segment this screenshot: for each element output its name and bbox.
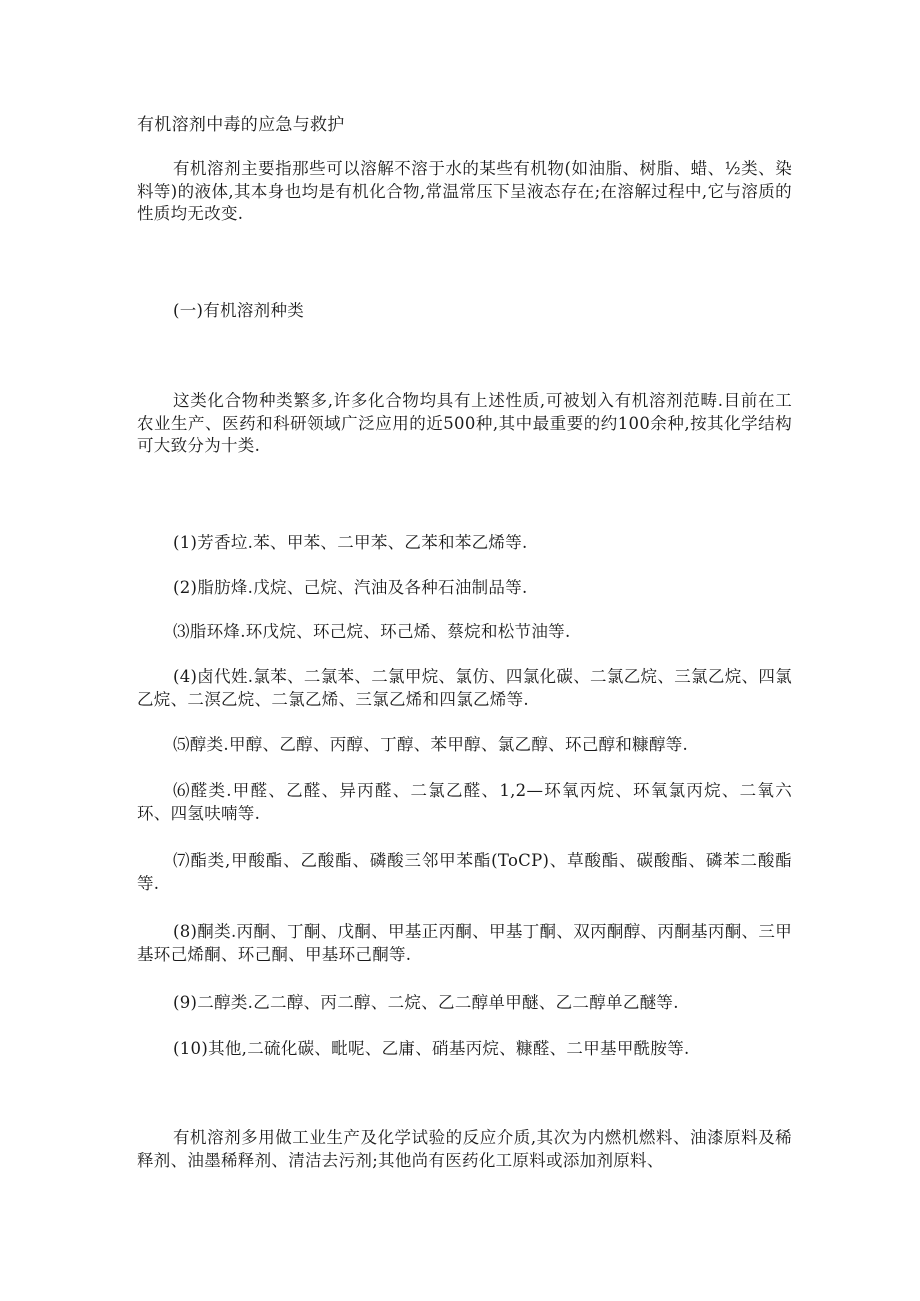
list-item: (10)其他,二硫化碳、毗呢、乙庸、硝基丙烷、糠醛、二甲基甲酰胺等. bbox=[173, 1039, 690, 1058]
list-item: (2)脂肪烽.戊烷、己烷、汽油及各种石油制品等. bbox=[173, 578, 528, 597]
list-item: ⑹醛类.甲醛、乙醛、异丙醛、二氯乙醛、1,2—环氧丙烷、环氧氯丙烷、二氧六环、四氢呋喃等. bbox=[137, 781, 792, 823]
list-item: ⑺酯类,甲酸酯、乙酸酯、磷酸三邻甲苯酯(ToCP)、草酸酯、碳酸酯、磷苯二酸酯等. bbox=[137, 851, 792, 893]
list-item: ⑶脂环烽.环戊烷、环己烷、环己烯、蔡烷和松节油等. bbox=[173, 622, 571, 641]
list-item: (4)卤代姓.氯苯、二氯苯、二氯甲烷、氯仿、四氯化碳、二氯乙烷、三氯乙烷、四氯乙烷、二溟乙烷、二氯乙烯、三氯乙烯和四氯乙烯等. bbox=[137, 667, 792, 709]
document-title: 有机溶剂中毒的应急与救护 bbox=[137, 115, 345, 135]
closing-paragraph: 有机溶剂多用做工业生产及化学试验的反应介质,其次为内燃机燃料、油漆原料及稀释剂、油墨稀释剂、清洁去污剂;其他尚有医药化工原料或添加剂原料、 bbox=[137, 1128, 792, 1170]
list-item: (8)酮类.丙酮、丁酮、戊酮、甲基正丙酮、甲基丁酮、双丙酮醇、丙酮基丙酮、三甲基环己烯酮、环己酮、甲基环己酮等. bbox=[137, 922, 792, 964]
list-item: ⑸醇类.甲醇、乙醇、丙醇、丁醇、苯甲醇、氯乙醇、环己醇和糠醇等. bbox=[173, 735, 689, 754]
intro-paragraph: 有机溶剂主要指那些可以溶解不溶于水的某些有机物(如油脂、树脂、蜡、½类、染料等)的液体,其本身也均是有机化合物,常温常压下呈液态存在;在溶解过程中,它与溶质的性质均无改变. bbox=[137, 159, 792, 223]
section-paragraph: 这类化合物种类繁多,许多化合物均具有上述性质,可被划入有机溶剂范畴.目前在工农业生产、医药和科研领域广泛应用的近500种,其中最重要的约100余种,按其化学结构可大致分为十类. bbox=[137, 391, 792, 455]
list-item: (1)芳香垃.苯、甲苯、二甲苯、乙苯和苯乙烯等. bbox=[173, 533, 528, 552]
section-heading: (一)有机溶剂种类 bbox=[173, 301, 305, 320]
list-item: (9)二醇类.乙二醇、丙二醇、二烷、乙二醇单甲醚、乙二醇单乙醚等. bbox=[173, 993, 679, 1012]
